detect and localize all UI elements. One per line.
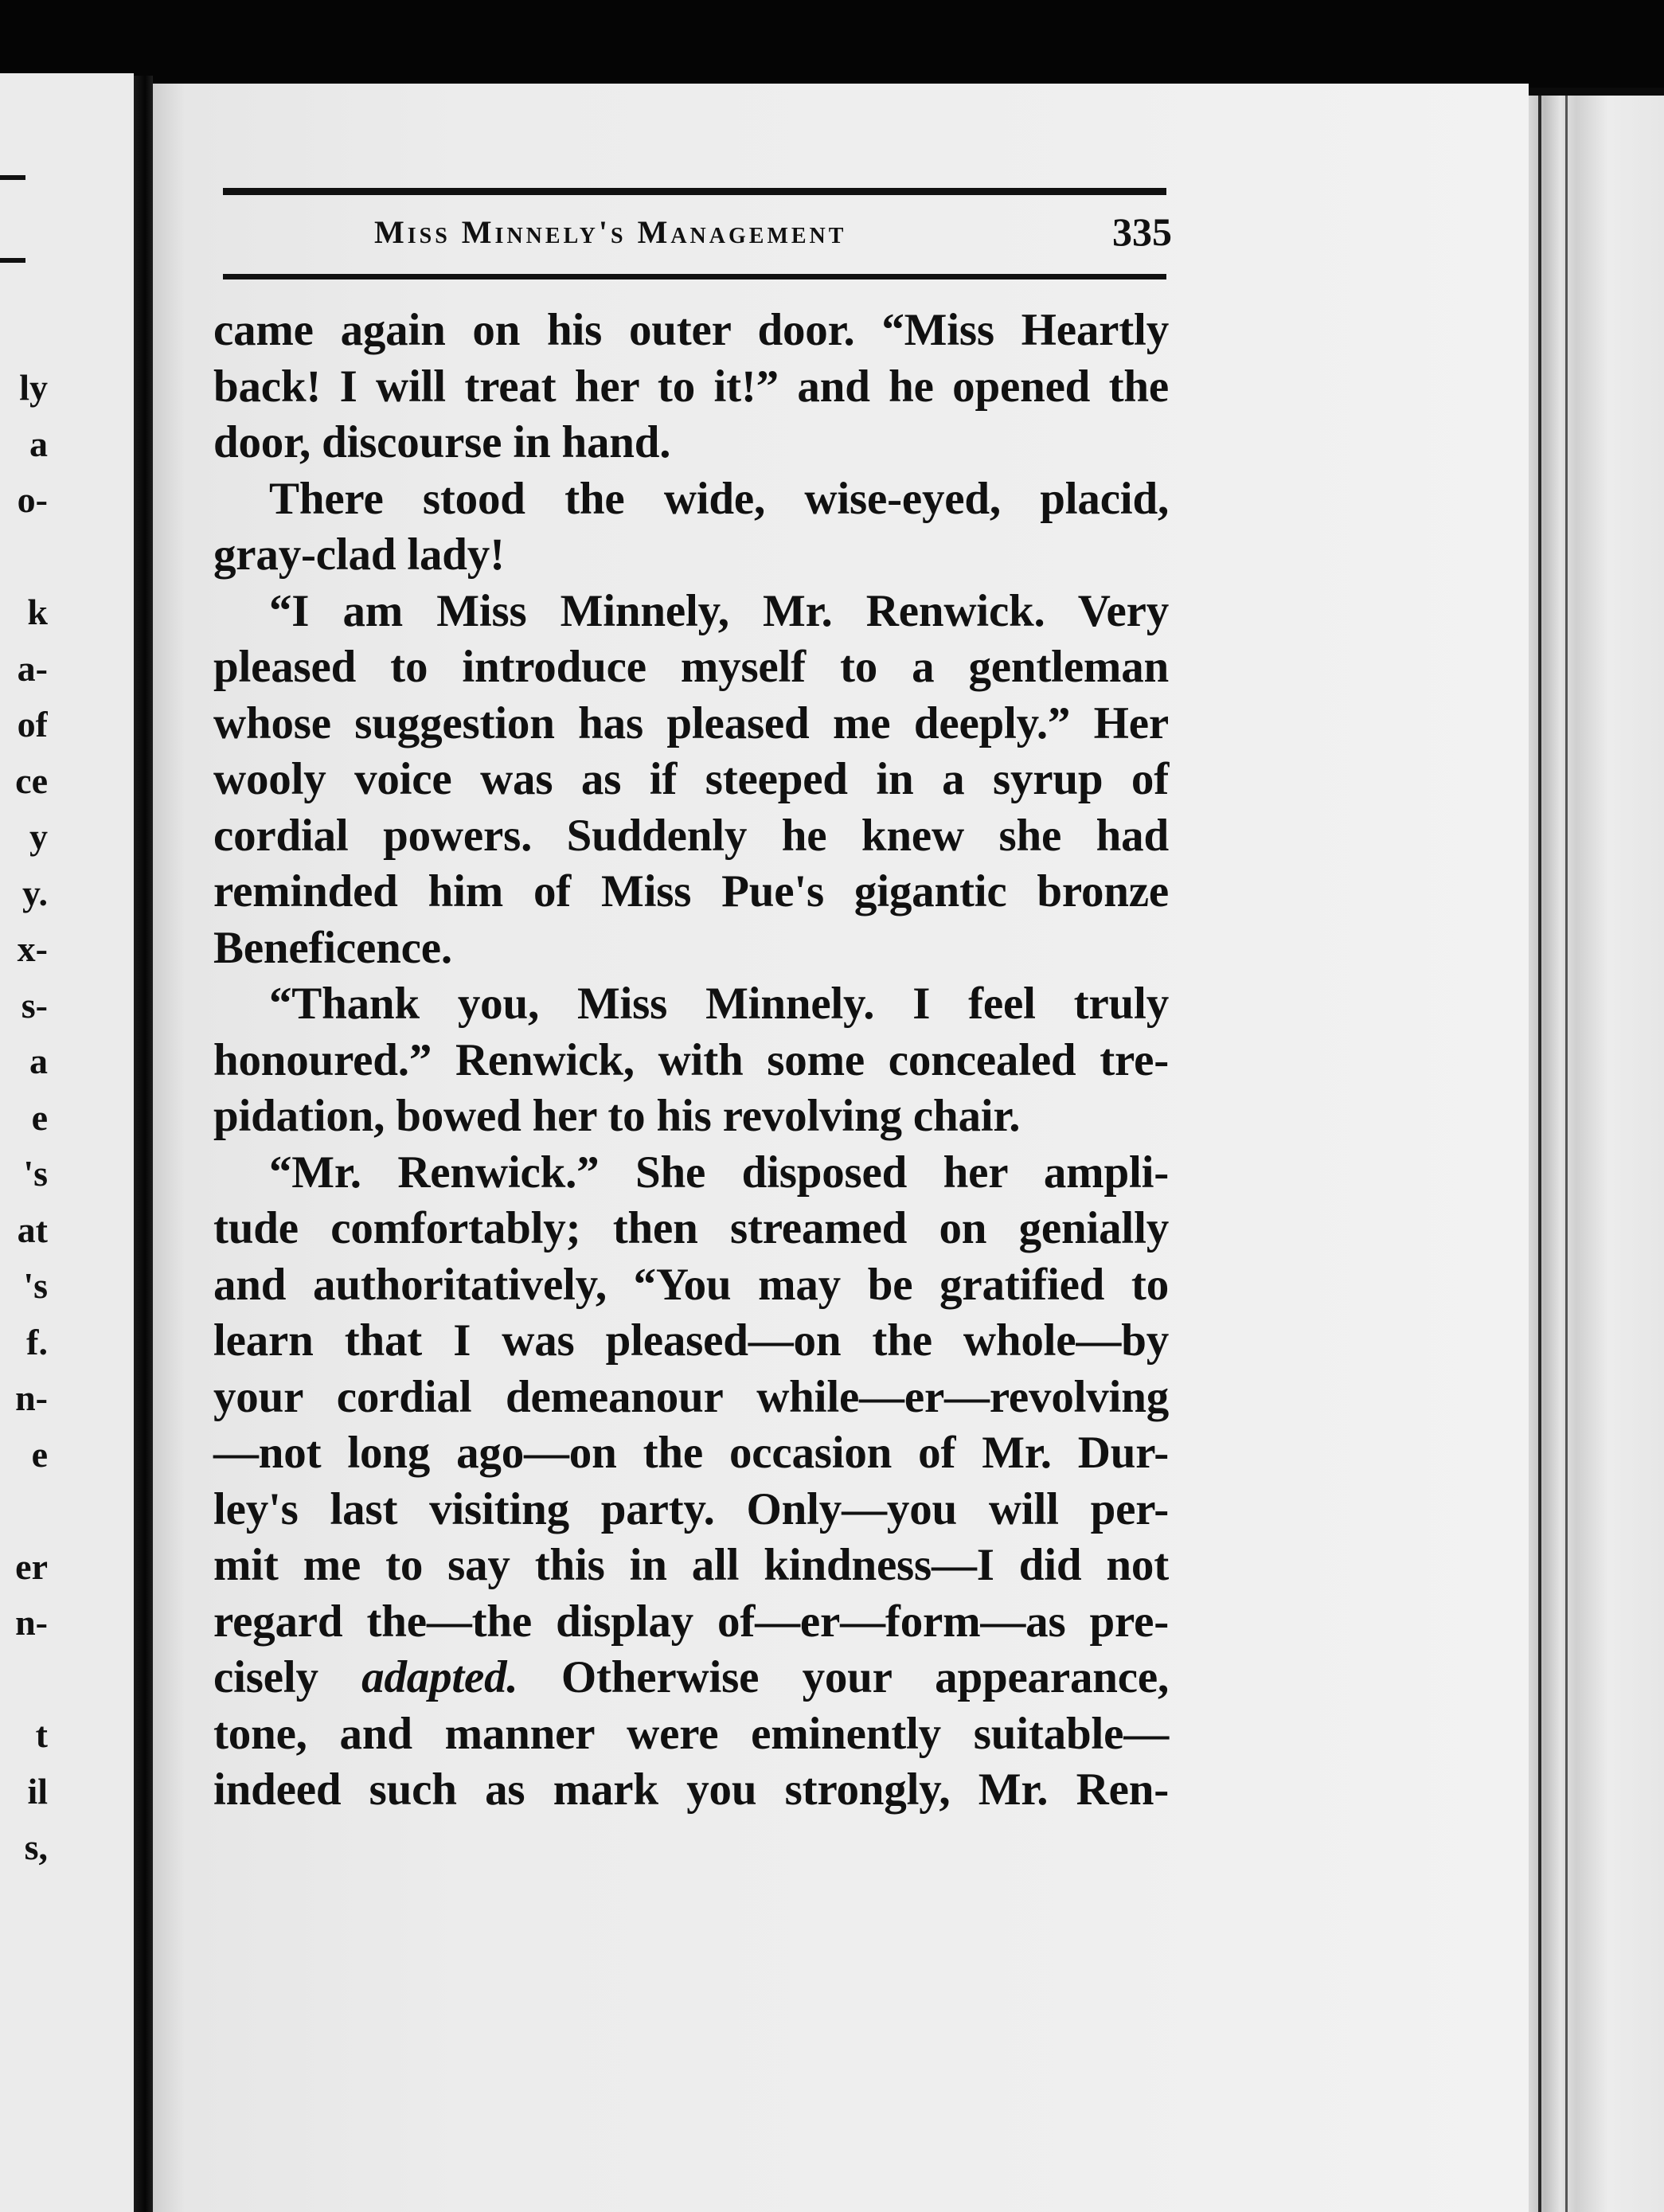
text-line: —not long ago—on the occasion of Mr. Dur-: [213, 1428, 1169, 1478]
facing-page-fragment: [0, 1483, 48, 1539]
text-segment: Otherwise your appearance,: [518, 1652, 1170, 1702]
facing-page-fragment: n-: [15, 1602, 48, 1643]
text-line: “Thank you, Miss Minnely. I feel truly: [269, 979, 1169, 1029]
book-gutter: [134, 76, 153, 2212]
text-line: regard the—the display of—er—form—as pre-: [213, 1596, 1169, 1647]
text-line: whose suggestion has pleased me deeply.” Her: [213, 698, 1169, 748]
facing-page-fragment: a: [29, 1041, 48, 1081]
text-line: indeed such as mark you strongly, Mr. Ren-: [213, 1765, 1169, 1815]
facing-page-fragment: of: [17, 704, 48, 744]
text-line: mit me to say this in all kindness—I did not: [213, 1540, 1169, 1590]
text-line: door, discourse in hand.: [213, 417, 671, 467]
page-stack-edges: [1529, 96, 1664, 2212]
facing-page-fragment: f.: [26, 1321, 48, 1362]
facing-page-fragment: e: [31, 1433, 48, 1475]
text-line: learn that I was pleased—on the whole—by: [213, 1315, 1169, 1366]
facing-page-fragment: k: [27, 592, 48, 632]
text-line: reminded him of Miss Pue's gigantic bronze: [213, 866, 1169, 916]
text-line: honoured.” Renwick, with some concealed tre-: [213, 1034, 1169, 1085]
text-line: your cordial demeanour while—er—revolving: [213, 1371, 1169, 1422]
text-line: cordial powers. Suddenly he knew she had: [213, 810, 1169, 861]
text-line: There stood the wide, wise-eyed, placid,: [269, 473, 1169, 524]
facing-page-rule-bottom: [0, 258, 25, 263]
facing-page-fragment: il: [27, 1770, 48, 1811]
facing-page-fragment: t: [35, 1714, 48, 1755]
facing-page-left: [0, 73, 134, 2212]
text-line: “I am Miss Minnely, Mr. Renwick. Very: [269, 585, 1169, 636]
facing-page-fragment: 's: [23, 1265, 48, 1306]
text-line: “Mr. Renwick.” She disposed her ampli-: [269, 1147, 1169, 1198]
facing-page-fragment: er: [15, 1546, 48, 1587]
facing-page-rule-top: [0, 175, 25, 180]
facing-page-fragment: s-: [21, 984, 48, 1026]
text-line: Beneficence.: [213, 922, 452, 973]
text-line: pleased to introduce myself to a gentleman: [213, 642, 1169, 692]
running-head: Miss Minnely's Management: [374, 214, 847, 250]
page-number: 335: [1112, 209, 1172, 254]
text-line: gray-clad lady!: [213, 530, 505, 580]
facing-page-fragment: ly: [19, 367, 48, 408]
facing-page-fragment: ce: [15, 760, 48, 801]
facing-page-fragment: at: [17, 1209, 48, 1250]
facing-page-text-fragments: [0, 360, 48, 1876]
facing-page-fragment: s,: [24, 1827, 48, 1867]
facing-page-fragment: y: [29, 816, 48, 857]
text-line: back! I will treat her to it!” and he opened the: [213, 361, 1169, 412]
text-line: [213, 1650, 1169, 1706]
scanner-background: [0, 0, 1664, 88]
facing-page-fragment: a-: [17, 647, 48, 689]
text-line: pidation, bowed her to his revolving chair.: [213, 1091, 1021, 1141]
facing-page-fragment: y.: [22, 872, 48, 913]
text-line: wooly voice was as if steeped in a syrup of: [213, 754, 1169, 804]
text-line: and authoritatively, “You may be gratified to: [213, 1259, 1169, 1310]
facing-page-fragment: n-: [15, 1378, 48, 1418]
text-line: tude comfortably; then streamed on genially: [213, 1203, 1169, 1253]
text-segment: cisely: [213, 1652, 362, 1702]
text-line: tone, and manner were eminently suitable—: [213, 1708, 1169, 1759]
facing-page-fragment: 's: [23, 1153, 48, 1194]
facing-page-fragment: o-: [17, 479, 48, 520]
text-line: ley's last visiting party. Only—you will per-: [213, 1483, 1169, 1534]
facing-page-fragment: [0, 529, 48, 585]
header-rule-bottom: [223, 274, 1166, 279]
facing-page-fragment: x-: [17, 928, 48, 969]
facing-page-fragment: [0, 1651, 48, 1708]
text-line: came again on his outer door. “Miss Heartly: [213, 305, 1169, 355]
facing-page-fragment: a: [29, 423, 48, 464]
header-rule-top: [223, 188, 1166, 195]
emphasized-word: adapted.: [361, 1652, 518, 1702]
facing-page-fragment: e: [31, 1096, 48, 1138]
